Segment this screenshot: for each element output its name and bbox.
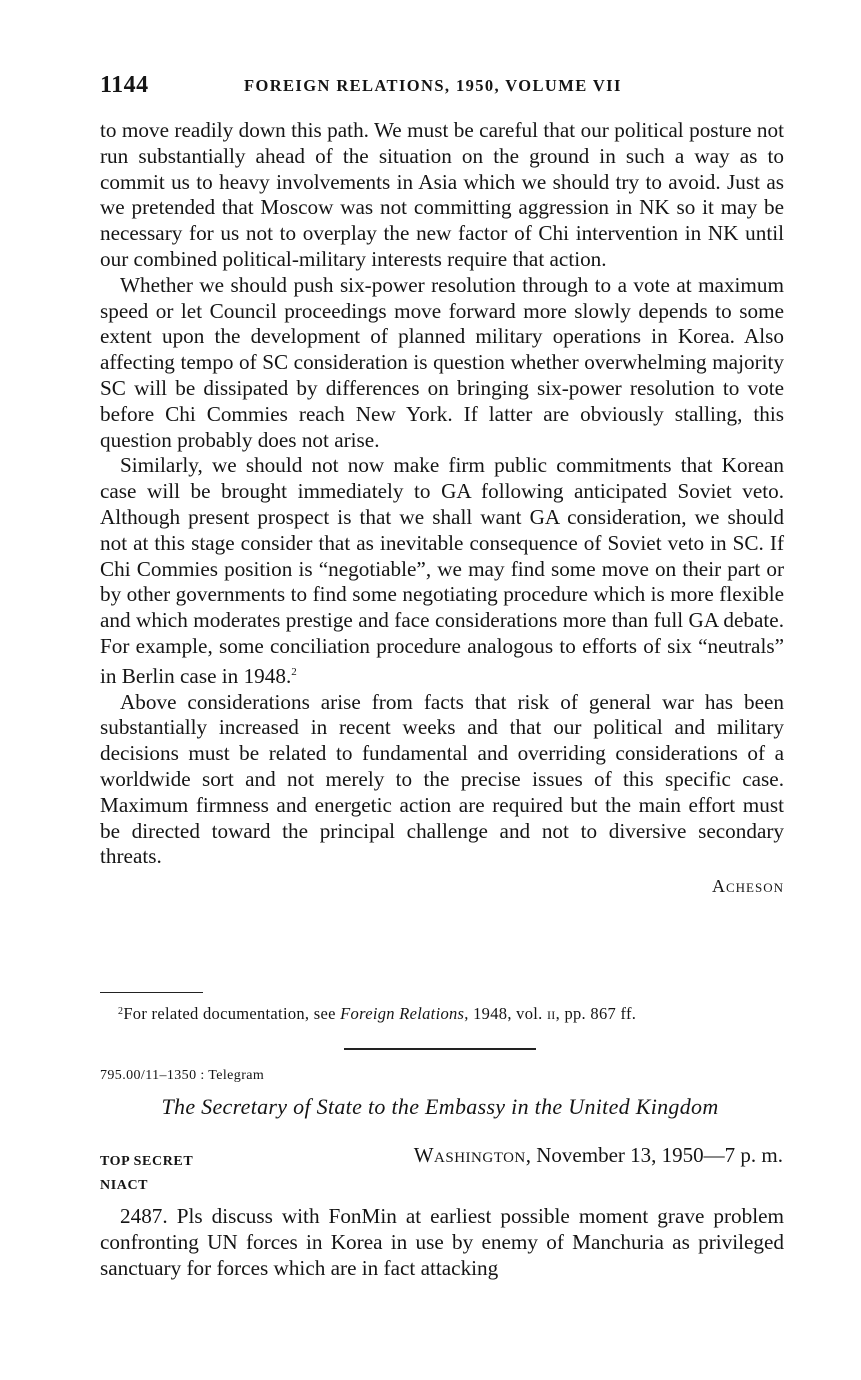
footnote-text: , 1948, vol. [464,1004,548,1023]
paragraph [100,453,784,689]
paragraph: to move readily down this path. We must be careful that our political posture not run substantially ahead of the situation on the ground in such a way as to commit us to heavy involvements in Asia which we should try to avoid. Just as we pretended that Moscow was not committing aggression in NK so it may be necessary for us not to overplay the new factor of Chi intervention in NK until our combined political-military interests require that action. [100,118,784,271]
dateline-place: Washington [413,1143,526,1167]
footnote-text: , pp. 867 ff. [555,1004,637,1023]
dateline [414,1143,783,1168]
signature: Acheson [711,876,784,897]
footnote [118,1004,788,1024]
dateline-date: , November 13, 1950—7 p. m. [525,1143,783,1167]
paragraph: Whether we should push six-power resolution through to a vote at maximum speed or let Council proceedings move forward more slowly depends to some extent upon the development of planned military operations in Korea. Also affecting tempo of SC consideration is question whether overwhelming majority SC will be dissipated by differences on bringing six-power resolution to vote before Chi Commies reach New York. If latter are obviously stalling, this question probably does not arise. [100,272,784,452]
file-reference: 795.00/11–1350 : Telegram [100,1068,265,1083]
body-text [100,118,784,897]
footnote-marker: 2 [118,1006,124,1017]
footnote-divider [100,992,203,993]
footnote-text: For related documentation, see [123,1004,341,1023]
page-number: 1144 [100,72,149,98]
handling-label: NIACT [100,1178,149,1193]
footnote-reference: 2 [291,665,297,678]
paragraph: Above considerations arise from facts that risk of general war has been substantially increased in recent weeks and that our political and military decisions must be related to fundamental and overriding considerations of a worldwide sort and not merely to the precise issues of this specific case. Maximum firmness and energetic action are required but the main effort must be directed toward the principal challenge and not to diversive secondary threats. [100,689,784,869]
paragraph: 2487. Pls discuss with FonMin at earliest possible moment grave problem confronting UN forces in Korea in use by enemy of Manchuria as privileged sanctuary for forces which are in fact attacking [100,1204,784,1280]
footnote-publication-title: Foreign Relations [340,1004,465,1023]
paragraph-text: Similarly, we should not now make firm public commitments that Korean case will be brought immediately to GA following anticipated Soviet veto. Although present prospect is that we shall want GA consideration, we should not at this stage consider that as inevitable consequence of Soviet veto in SC. If Chi Commies position is “negotiable”, we may find some move on their part or by other governments to find some negotiating procedure which is more flexible and which moderates prestige and face considerations more than full GA debate. For example, some conciliation procedure analogous to efforts of six “neutrals” in Berlin case in 1948. [100,453,784,688]
document-separator [344,1048,536,1050]
running-head: FOREIGN RELATIONS, 1950, VOLUME VII [244,76,622,95]
document-title: The Secretary of State to the Embassy in the United Kingdom [161,1094,719,1119]
page-header [100,68,780,104]
classification-label: TOP SECRET [100,1154,194,1169]
classification-block [100,1150,193,1198]
telegram-body [100,1204,784,1281]
footnote-volume: ii [547,1004,556,1023]
